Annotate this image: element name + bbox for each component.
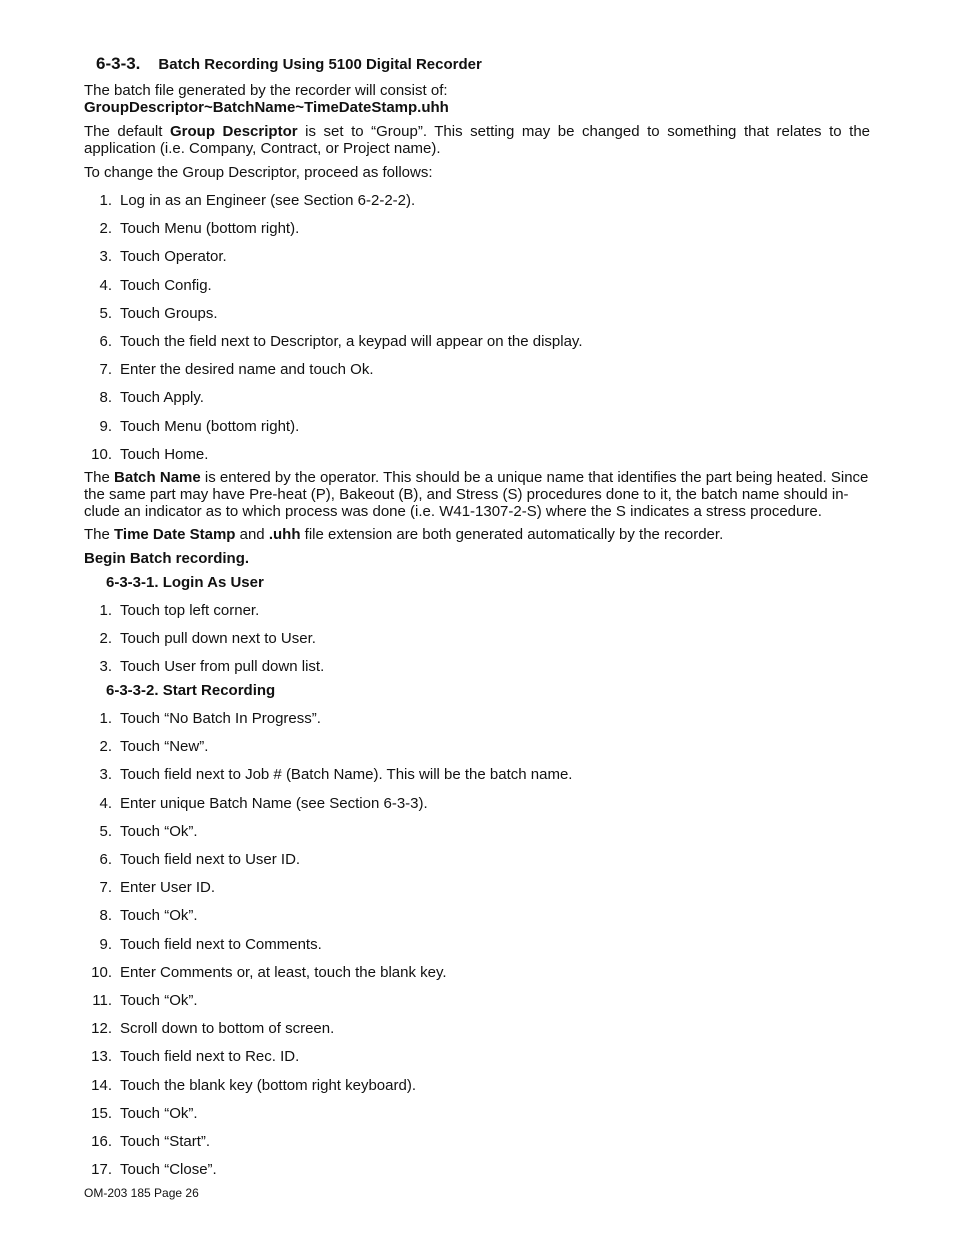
text-run: The default bbox=[84, 123, 170, 140]
list-item bbox=[84, 1077, 416, 1094]
step-number: 14. bbox=[91, 1076, 112, 1094]
step-text: Touch the blank key (bottom right keyboard). bbox=[120, 1076, 416, 1094]
step-text: Touch field next to Comments. bbox=[120, 935, 322, 953]
step-number: 13. bbox=[91, 1048, 112, 1066]
step-text: Touch “Start”. bbox=[120, 1133, 211, 1150]
section-heading bbox=[96, 54, 482, 74]
list-item bbox=[84, 602, 259, 619]
change-intro: To change the Group Descriptor, proceed as follows: bbox=[84, 164, 433, 181]
step-number: 11. bbox=[92, 992, 112, 1009]
list-item bbox=[84, 361, 373, 378]
step-number: 1. bbox=[99, 192, 112, 209]
login-subheading: 6-3-3-1. Login As User bbox=[106, 574, 264, 591]
step-number: 5. bbox=[99, 304, 112, 322]
step-number: 8. bbox=[99, 907, 112, 925]
step-text: Enter Comments or, at least, touch the blank key. bbox=[120, 963, 447, 981]
step-number: 7. bbox=[99, 361, 112, 379]
list-item bbox=[84, 1048, 299, 1065]
list-item bbox=[84, 446, 208, 463]
list-item bbox=[84, 992, 198, 1009]
list-item bbox=[84, 192, 415, 209]
list-item bbox=[84, 823, 198, 840]
step-number: 9. bbox=[99, 417, 112, 435]
step-number: 12. bbox=[91, 1020, 112, 1038]
bold-term: Group Descriptor bbox=[170, 123, 298, 140]
step-number: 4. bbox=[99, 794, 112, 812]
text-run: is entered by the operator. This should be a unique name that identifies the part being heated. Since bbox=[200, 469, 869, 486]
list-item bbox=[84, 1161, 217, 1178]
step-text: Touch “New”. bbox=[120, 738, 209, 756]
step-number: 8. bbox=[99, 389, 112, 407]
step-number: 6. bbox=[99, 851, 112, 868]
step-number: 9. bbox=[99, 935, 112, 953]
batch-name-line-3: clude an indicator as to which process was done (i.e. W41-1307-2-S) where the S indicates a stress procedure. bbox=[84, 503, 822, 520]
list-item bbox=[84, 333, 583, 350]
bold-term: Time Date Stamp bbox=[114, 526, 236, 543]
step-text: Touch “Close”. bbox=[120, 1161, 217, 1179]
default-descriptor-paragraph bbox=[84, 123, 870, 157]
list-item bbox=[84, 248, 227, 265]
list-item bbox=[84, 389, 204, 406]
step-number: 10. bbox=[91, 963, 112, 981]
bold-term: Batch Name bbox=[114, 469, 201, 486]
step-number: 1. bbox=[99, 710, 112, 727]
list-item bbox=[84, 277, 212, 294]
list-item bbox=[84, 964, 447, 981]
list-item bbox=[84, 795, 428, 812]
list-item bbox=[84, 851, 300, 868]
list-item bbox=[84, 658, 324, 675]
step-text: Touch User from pull down list. bbox=[120, 658, 325, 675]
list-item bbox=[84, 630, 316, 647]
step-number: 4. bbox=[99, 276, 112, 294]
list-item bbox=[84, 936, 322, 953]
step-number: 5. bbox=[99, 822, 112, 840]
text-run: file extension are both generated automatically by the recorder. bbox=[300, 526, 724, 543]
list-item bbox=[84, 879, 215, 896]
step-text: Touch “No Batch In Progress”. bbox=[120, 710, 321, 727]
batch-name-line-2: the same part may have Pre-heat (P), Bakeout (B), and Stress (S) procedures done to it, the batch name should in- bbox=[84, 486, 849, 503]
step-number: 16. bbox=[91, 1133, 112, 1150]
list-item bbox=[84, 1020, 334, 1037]
text-run: The bbox=[84, 469, 115, 486]
step-text: Touch field next to Job # (Batch Name). This will be the batch name. bbox=[120, 766, 573, 784]
step-number: 2. bbox=[99, 630, 112, 647]
text-run: is set to “Group”. This setting may be changed to something that relates to the application (i.e. Company, Contract, or Project name). bbox=[84, 123, 871, 157]
list-item bbox=[84, 738, 208, 755]
step-text: Log in as an Engineer (see Section 6-2-2-2). bbox=[120, 192, 416, 209]
list-item bbox=[84, 766, 572, 783]
step-text: Touch “Ok”. bbox=[120, 992, 198, 1009]
step-text: Touch “Ok”. bbox=[120, 1104, 198, 1122]
step-number: 10. bbox=[91, 445, 112, 463]
page-footer: OM-203 185 Page 26 bbox=[84, 1186, 199, 1200]
step-text: Touch Groups. bbox=[120, 304, 218, 322]
text-run: and bbox=[235, 526, 269, 543]
step-text: Touch “Ok”. bbox=[120, 822, 198, 840]
section-title: Batch Recording Using 5100 Digital Recorder bbox=[158, 56, 482, 73]
list-item bbox=[84, 220, 299, 237]
step-number: 3. bbox=[99, 248, 112, 266]
step-text: Enter unique Batch Name (see Section 6-3-3). bbox=[120, 794, 428, 812]
step-number: 6. bbox=[99, 333, 112, 350]
step-text: Touch Home. bbox=[120, 445, 209, 463]
file-pattern: GroupDescriptor~BatchName~TimeDateStamp.uhh bbox=[84, 99, 449, 116]
step-number: 15. bbox=[91, 1104, 112, 1122]
time-date-stamp-paragraph bbox=[84, 526, 723, 543]
step-text: Touch pull down next to User. bbox=[120, 630, 316, 647]
list-item bbox=[84, 710, 321, 727]
step-number: 3. bbox=[99, 658, 112, 675]
step-number: 2. bbox=[99, 220, 112, 238]
list-item bbox=[84, 418, 299, 435]
step-text: Touch Menu (bottom right). bbox=[120, 220, 300, 238]
step-text: Enter the desired name and touch Ok. bbox=[120, 361, 374, 379]
step-number: 7. bbox=[99, 879, 112, 897]
step-text: Touch the field next to Descriptor, a keypad will appear on the display. bbox=[120, 333, 583, 350]
list-item bbox=[84, 907, 198, 924]
list-item bbox=[84, 1105, 198, 1122]
section-number: 6-3-3. bbox=[96, 54, 141, 73]
list-item bbox=[84, 305, 218, 322]
step-number: 17. bbox=[91, 1161, 112, 1179]
text-run: The bbox=[84, 526, 115, 543]
batch-name-line-1 bbox=[84, 469, 868, 486]
step-text: Touch Apply. bbox=[120, 389, 204, 407]
step-text: Touch top left corner. bbox=[120, 602, 260, 619]
step-number: 2. bbox=[99, 738, 112, 756]
step-text: Touch Menu (bottom right). bbox=[120, 417, 300, 435]
begin-batch-heading: Begin Batch recording. bbox=[84, 550, 250, 567]
bold-term: .uhh bbox=[268, 526, 301, 543]
step-text: Touch “Ok”. bbox=[120, 907, 198, 925]
step-text: Enter User ID. bbox=[120, 879, 216, 897]
list-item bbox=[84, 1133, 210, 1150]
step-number: 3. bbox=[99, 766, 112, 784]
intro-line: The batch file generated by the recorder will consist of: bbox=[84, 82, 448, 99]
step-text: Touch field next to User ID. bbox=[120, 851, 301, 868]
step-text: Touch Operator. bbox=[120, 248, 227, 266]
step-text: Touch Config. bbox=[120, 276, 212, 294]
step-text: Scroll down to bottom of screen. bbox=[120, 1020, 335, 1038]
step-number: 1. bbox=[99, 602, 112, 619]
step-text: Touch field next to Rec. ID. bbox=[120, 1048, 300, 1066]
start-recording-subheading: 6-3-3-2. Start Recording bbox=[106, 682, 276, 699]
